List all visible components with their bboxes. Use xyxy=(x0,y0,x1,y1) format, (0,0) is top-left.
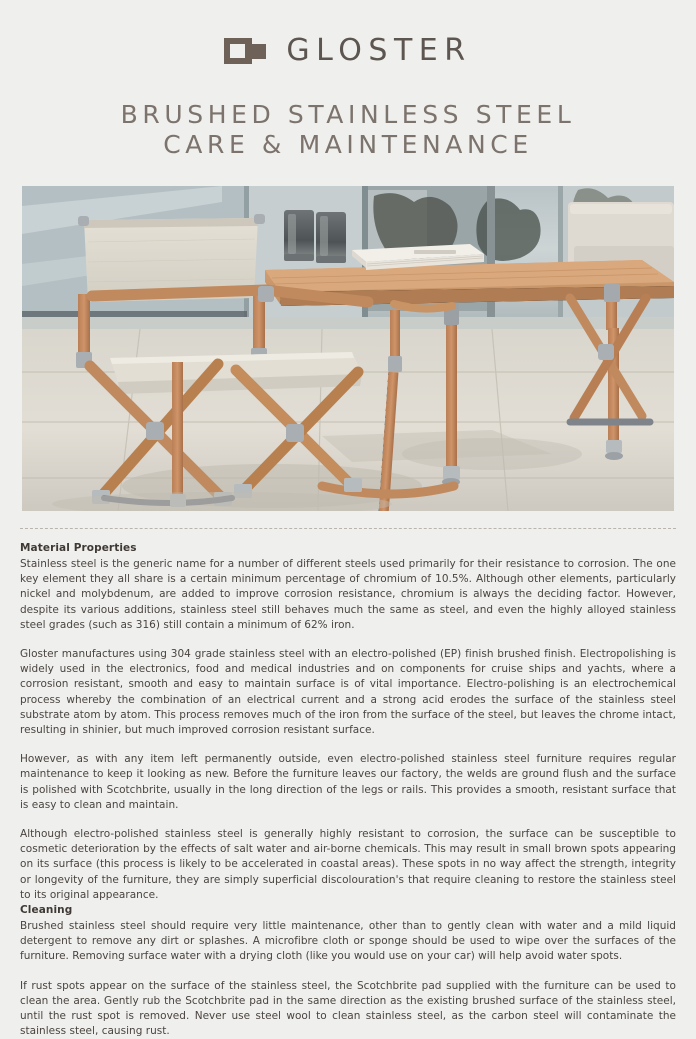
section-cleaning xyxy=(20,903,676,1039)
page-title-line-1: BRUSHED STAINLESS STEEL xyxy=(120,100,576,129)
document-body xyxy=(0,529,696,1039)
brand-header xyxy=(0,0,696,66)
paragraph: However, as with any item left permanently outside, even electro-polished stainless steel furniture requires regular maintenance to keep it looking as new. Before the furniture leaves our factory, the welds are ground flush and the surface is polished with Scotchbrite, usually in the long direction of the legs or rails. This provides a smooth, resistant surface that is easy to clean and maintain. xyxy=(20,753,676,811)
paragraph: Stainless steel is the generic name for a number of different steels used primarily for their resistance to corrosion. The one key element they all share is a certain minimum percentage of chromium of 10.5%. Although other elements, particularly nickel and molybdenum, are added to improve corrosion resistance, chromium is always the deciding factor. However, despite its various additions, stainless steel still behaves much the same as steel, and even the highly alloyed stainless steel grades (such as 316) still contain a minimum of 62% iron. xyxy=(20,558,676,631)
paragraph: Gloster manufactures using 304 grade stainless steel with an electro-polished (EP) finish brushed finish. Electropolishing is widely used in the electronics, food and medical industries and on components for cruise ships and yachts, where a corrosion resistant, smooth and easy to maintain surface is of vital importance. Electro-polishing is an electrochemical process whereby the combination of an electrical current and a strong acid erodes the surface of the stainless steel substrate atom by atom. This process removes much of the iron from the surface of the steel, but leaves the chrome intact, resulting in shinier, but much improved corrosion resistant surface. xyxy=(20,648,676,737)
brand-name: GLOSTER xyxy=(286,33,472,68)
section-heading-cleaning: Cleaning xyxy=(20,904,73,917)
paragraph: Although electro-polished stainless steel is generally highly resistant to corrosion, the surface can be susceptible to cosmetic deterioration by the effects of salt water and air-borne chemicals. This may result in small brown spots appearing on its surface (this process is likely to be accelerated in coastal areas). These spots in no way affect the strength, integrity or longevity of the furniture, they are simply superficial discolouration's that require cleaning to restore the stainless steel to its original appearance. xyxy=(20,828,676,901)
logo-inner-square xyxy=(230,44,245,58)
page-title xyxy=(0,100,696,160)
hero-photo-illustration xyxy=(22,186,674,511)
gloster-square-logo-icon xyxy=(224,38,266,64)
page-title-line-2: CARE & MAINTENANCE xyxy=(163,130,533,159)
paragraph: Brushed stainless steel should require very little maintenance, other than to gently clean with water and a mild liquid detergent to remove any dirt or splashes. A microfibre cloth or sponge should be used to wipe over the surfaces of the furniture. Removing surface water with a drying cloth (like you would use on your car) will help avoid water spots. xyxy=(20,920,676,963)
logo-side-square xyxy=(249,44,266,59)
paragraph: If rust spots appear on the surface of the stainless steel, the Scotchbrite pad supplied with the furniture can be used to clean the area. Gently rub the Scotchbrite pad in the same direction as the existing brushed surface of the stainless steel, until the rust spot is removed. Never use steel wool to clean stainless steel, as the carbon steel will contaminate the stainless steel, causing rust. xyxy=(20,979,676,1038)
hero-photo xyxy=(22,186,674,511)
section-material-properties xyxy=(20,541,676,903)
section-heading-material-properties: Material Properties xyxy=(20,542,137,554)
